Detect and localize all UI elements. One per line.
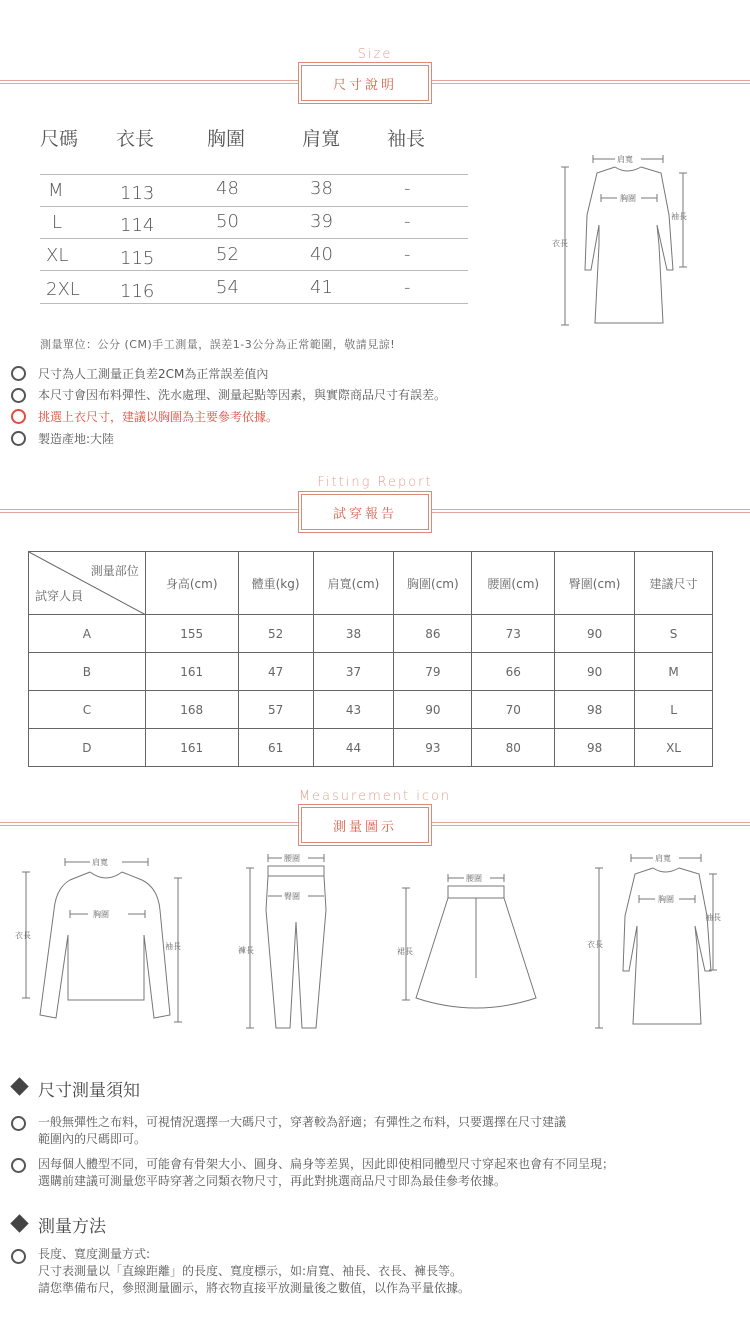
header-cell: 身高(cm)	[145, 552, 238, 615]
corner-top-label: 測量部位	[90, 564, 139, 578]
cell-chest: 52	[216, 244, 239, 265]
label-shoulder: 肩寬	[655, 854, 671, 863]
table-cell: XL	[635, 729, 713, 767]
table-cell: 86	[394, 615, 472, 653]
cell-length: 116	[120, 281, 155, 302]
bullet-text: 尺寸為人工測量正負差2CM為正常誤差值內	[38, 367, 269, 381]
table-cell: 57	[238, 691, 313, 729]
method-line: 請您準備布尺，參照測量圖示，將衣物直接平放測量後之數值，以作為平量依據。	[38, 1281, 471, 1295]
method-title: 測量方法	[38, 1217, 106, 1237]
table-cell: 47	[238, 653, 313, 691]
cell-sleeve: -	[404, 178, 411, 199]
cell-shoulder: 38	[310, 178, 333, 199]
divider	[0, 509, 298, 513]
cell-size: M	[48, 180, 64, 201]
fitting-title-box	[298, 491, 432, 533]
header-cell: 建議尺寸	[635, 552, 713, 615]
cell-shoulder: 39	[310, 211, 333, 232]
table-cell: 93	[394, 729, 472, 767]
table-cell: 70	[472, 691, 555, 729]
notes-item	[38, 1156, 614, 1190]
header-cell: 胸圍(cm)	[394, 552, 472, 615]
circle-icon	[11, 409, 26, 424]
header-chest: 胸圍	[207, 128, 246, 150]
method-text	[38, 1246, 470, 1297]
circle-icon	[11, 366, 26, 381]
notes-title: 尺寸測量須知	[38, 1081, 140, 1101]
dress-measure-diagram	[545, 145, 705, 330]
cell-length: 114	[120, 215, 155, 236]
label-sleeve: 袖長	[705, 913, 721, 922]
label-sleeve: 袖長	[165, 942, 181, 951]
table-cell: 66	[472, 653, 555, 691]
cell-size: L	[52, 212, 63, 233]
diamond-icon	[10, 1214, 28, 1232]
table-row	[40, 272, 468, 304]
cell-size: 2XL	[46, 279, 80, 300]
diagram-label-length: 衣長	[552, 239, 568, 248]
table-header-row	[29, 552, 713, 615]
fitting-title-zh: 試穿報告	[301, 494, 429, 530]
label-chest: 胸圍	[93, 910, 109, 919]
table-row	[29, 729, 713, 767]
bullet-text-highlight: 挑選上衣尺寸，建議以胸圍為主要參考依據。	[38, 410, 279, 424]
size-title-en: Size	[357, 47, 393, 62]
label-hip: 臀圍	[284, 892, 300, 901]
label-chest: 胸圍	[658, 895, 674, 904]
label-skirt-length: 裙長	[397, 947, 413, 956]
skirt-measure-icon	[392, 868, 577, 1023]
table-cell: 168	[145, 691, 238, 729]
diamond-icon	[10, 1077, 28, 1095]
circle-icon	[11, 1158, 26, 1173]
label-length: 衣長	[587, 940, 603, 949]
circle-icon	[11, 1116, 26, 1131]
fitting-table	[28, 551, 713, 767]
table-row	[29, 615, 713, 653]
table-cell: 98	[555, 729, 635, 767]
table-cell: 155	[145, 615, 238, 653]
measure-title-box	[298, 804, 432, 846]
tester-name: A	[29, 615, 146, 653]
cell-chest: 50	[216, 211, 239, 232]
table-cell: 44	[313, 729, 394, 767]
tester-name: D	[29, 729, 146, 767]
header-cell: 體重(kg)	[238, 552, 313, 615]
table-cell: 90	[394, 691, 472, 729]
label-pants-length: 褲長	[238, 946, 254, 955]
table-row	[40, 208, 468, 239]
table-cell: S	[635, 615, 713, 653]
fitting-title-en: Fitting Report	[317, 475, 433, 490]
notes-item	[38, 1114, 566, 1148]
bullet-text: 製造產地:大陸	[38, 432, 115, 446]
cell-length: 115	[120, 248, 155, 269]
cell-length: 113	[120, 183, 155, 204]
diagram-label-chest: 胸圍	[620, 194, 636, 203]
divider	[0, 80, 298, 84]
header-shoulder: 肩寬	[302, 128, 341, 150]
table-row	[29, 653, 713, 691]
cell-sleeve: -	[404, 211, 411, 232]
tester-name: B	[29, 653, 146, 691]
table-cell: L	[635, 691, 713, 729]
corner-bottom-label: 試穿人員	[35, 589, 84, 603]
pants-measure-icon	[232, 850, 342, 1035]
cell-sleeve: -	[404, 277, 411, 298]
table-row	[29, 691, 713, 729]
diagram-label-sleeve: 袖長	[671, 212, 687, 221]
header-size: 尺碼	[40, 128, 79, 150]
table-row	[40, 240, 468, 271]
label-shoulder: 肩寬	[92, 858, 108, 867]
table-cell: 37	[313, 653, 394, 691]
dress-measure-icon	[583, 848, 743, 1033]
header-cell: 肩寬(cm)	[313, 552, 394, 615]
table-cell: 79	[394, 653, 472, 691]
table-cell: 90	[555, 615, 635, 653]
cell-shoulder: 41	[310, 277, 333, 298]
top-measure-icon	[10, 850, 195, 1030]
tester-name: C	[29, 691, 146, 729]
method-line: 尺寸表測量以「直線距離」的長度、寬度標示，如:肩寬、袖長、衣長、褲長等。	[38, 1264, 463, 1278]
table-cell: 38	[313, 615, 394, 653]
divider	[432, 822, 750, 826]
label-length: 衣長	[15, 931, 31, 940]
notes-line: 一般無彈性之布料，可視情況選擇一大碼尺寸，穿著較為舒適；有彈性之布料，只要選擇在尺寸建議	[38, 1115, 567, 1129]
table-cell: 98	[555, 691, 635, 729]
label-waist: 腰圍	[284, 854, 300, 863]
table-cell: 90	[555, 653, 635, 691]
table-cell: 43	[313, 691, 394, 729]
measure-title-en: Measurement icon	[298, 789, 452, 804]
cell-chest: 54	[216, 277, 239, 298]
circle-icon	[11, 388, 26, 403]
size-title-zh: 尺寸說明	[301, 65, 429, 101]
table-cell: 80	[472, 729, 555, 767]
cell-chest: 48	[216, 178, 239, 199]
table-row	[40, 174, 468, 207]
corner-cell	[29, 552, 146, 615]
size-title-box	[298, 62, 432, 104]
notes-line: 範圍內的尺碼即可。	[38, 1132, 147, 1146]
divider	[432, 80, 750, 84]
bullet-text: 本尺寸會因布料彈性、洗水處理、測量起點等因素，與實際商品尺寸有誤差。	[38, 388, 447, 402]
table-cell: 73	[472, 615, 555, 653]
table-cell: 161	[145, 729, 238, 767]
divider	[432, 509, 750, 513]
table-cell: M	[635, 653, 713, 691]
cell-size: XL	[46, 245, 69, 266]
cell-sleeve: -	[404, 244, 411, 265]
notes-line: 選購前建議可測量您平時穿著之同類衣物尺寸，再此對挑選商品尺寸即為最佳參考依據。	[38, 1174, 507, 1188]
header-cell: 臀圍(cm)	[555, 552, 635, 615]
table-cell: 52	[238, 615, 313, 653]
header-cell: 腰圍(cm)	[472, 552, 555, 615]
cell-shoulder: 40	[310, 244, 333, 265]
unit-note: 測量單位：公分 (CM)手工測量，誤差1-3公分為正常範圍，敬請見諒!	[40, 338, 396, 351]
header-length: 衣長	[116, 128, 155, 150]
circle-icon	[11, 1249, 26, 1264]
table-cell: 61	[238, 729, 313, 767]
label-waist: 腰圍	[466, 874, 482, 883]
circle-icon	[11, 431, 26, 446]
table-cell: 161	[145, 653, 238, 691]
diagram-label-shoulder: 肩寬	[617, 155, 633, 164]
notes-line: 因每個人體型不同，可能會有骨架大小、圓身、扁身等差異，因此即使相同體型尺寸穿起來也會有不同呈現；	[38, 1157, 615, 1171]
header-sleeve: 袖長	[387, 128, 426, 150]
method-line: 長度、寬度測量方式:	[38, 1247, 151, 1261]
measure-title-zh: 測量圖示	[301, 807, 429, 843]
divider	[0, 822, 298, 826]
